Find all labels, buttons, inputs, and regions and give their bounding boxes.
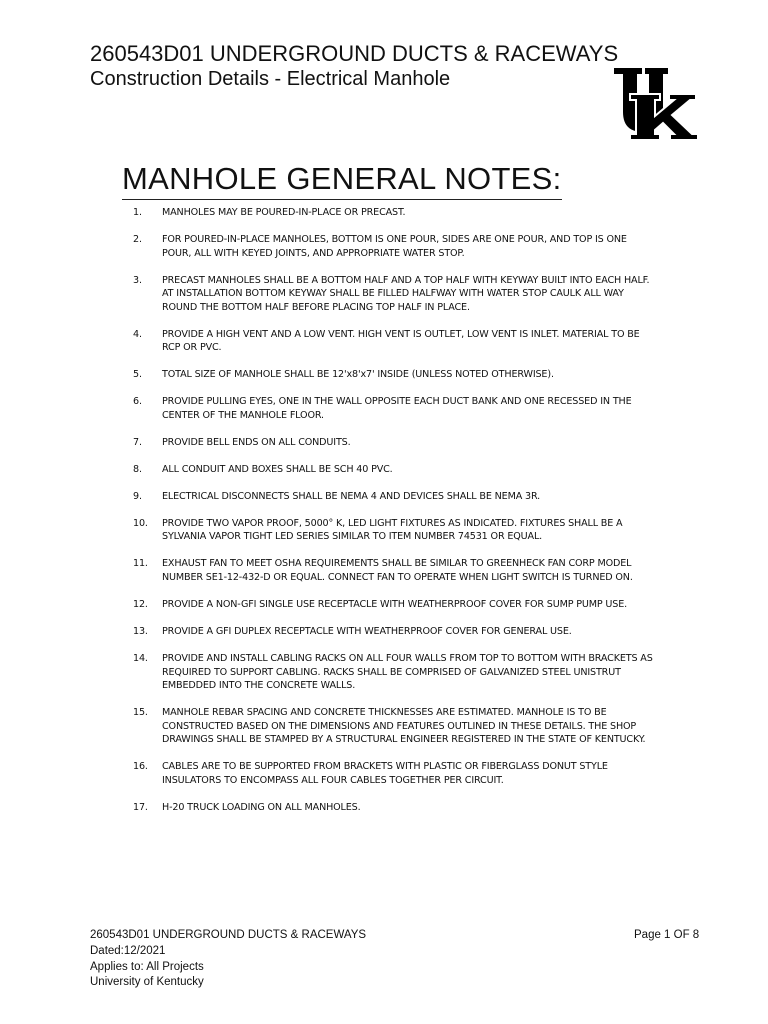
note-text: PROVIDE AND INSTALL CABLING RACKS ON ALL FOUR WALLS FROM TOP TO BOTTOM WITH BRACKETS AS REQUIRED TO SUPPORT CABLING. RACKS SHALL BE COMPRISED OF GALVANIZED STEEL UNISTRUT EMBEDDED INTO THE CONCRETE WALLS. bbox=[162, 652, 653, 692]
note-text: PRECAST MANHOLES SHALL BE A BOTTOM HALF AND A TOP HALF WITH KEYWAY BUILT INTO EACH HALF. AT INSTALLATION BOTTOM KEYWAY SHALL BE FILLED HALFWAY WITH WATER STOP CAULK ALL WAY ROUND THE BOTTOM HALF BEFORE PLACING TOP HALF IN PLACE. bbox=[162, 274, 650, 313]
note-item bbox=[133, 517, 653, 544]
document-footer bbox=[90, 928, 366, 991]
note-text: EXHAUST FAN TO MEET OSHA REQUIREMENTS SHALL BE SIMILAR TO GREENHECK FAN CORP MODEL NUMBER SE1-12-432-D OR EQUAL. CONNECT FAN TO OPERATE WHEN LIGHT SWITCH IS TURNED ON. bbox=[162, 558, 633, 583]
note-text: PROVIDE BELL ENDS ON ALL CONDUITS. bbox=[162, 436, 351, 448]
note-text: PROVIDE TWO VAPOR PROOF, 5000° K, LED LIGHT FIXTURES AS INDICATED. FIXTURES SHALL BE A SYLVANIA VAPOR TIGHT LED SERIES SIMILAR TO ITEM NUMBER 74531 OR EQUAL. bbox=[162, 517, 623, 543]
note-number: 9. bbox=[133, 490, 142, 502]
note-item bbox=[133, 395, 653, 422]
note-number: 12. bbox=[133, 598, 148, 610]
note-number: 10. bbox=[133, 517, 148, 529]
note-item bbox=[133, 368, 653, 382]
note-text: PROVIDE PULLING EYES, ONE IN THE WALL OPPOSITE EACH DUCT BANK AND ONE RECESSED IN THE CENTER OF THE MANHOLE FLOOR. bbox=[162, 396, 632, 421]
note-text: ALL CONDUIT AND BOXES SHALL BE SCH 40 PVC. bbox=[162, 463, 393, 475]
section-number-title: 260543D01 UNDERGROUND DUCTS & RACEWAYS bbox=[90, 41, 619, 66]
note-number: 1. bbox=[133, 207, 142, 218]
note-item bbox=[133, 801, 653, 815]
note-number: 3. bbox=[133, 274, 142, 286]
note-text: PROVIDE A GFI DUPLEX RECEPTACLE WITH WEATHERPROOF COVER FOR GENERAL USE. bbox=[162, 625, 572, 637]
note-item bbox=[133, 436, 653, 450]
note-text: ELECTRICAL DISCONNECTS SHALL BE NEMA 4 AND DEVICES SHALL BE NEMA 3R. bbox=[162, 490, 541, 502]
note-number: 8. bbox=[133, 463, 142, 475]
note-text: CABLES ARE TO BE SUPPORTED FROM BRACKETS WITH PLASTIC OR FIBERGLASS DONUT STYLE INSULATORS TO ENCOMPASS ALL FOUR CABLES TOGETHER PER CIRCUIT. bbox=[162, 761, 608, 786]
note-item bbox=[133, 652, 653, 693]
note-text: TOTAL SIZE OF MANHOLE SHALL BE 12'x8'x7' INSIDE (UNLESS NOTED OTHERWISE). bbox=[162, 369, 554, 381]
note-text: MANHOLE REBAR SPACING AND CONCRETE THICKNESSES ARE ESTIMATED. MANHOLE IS TO BE CONSTRUCTED BASED ON THE DIMENSIONS AND FEATURES OUTLINED IN THESE DETAILS. THE SHOP DRAWINGS SHALL BE STAMPED BY A STRUCTURAL ENGINEER REGISTERED IN THE STATE OF KENTUCKY. bbox=[162, 707, 646, 746]
footer-section-title: 260543D01 UNDERGROUND DUCTS & RACEWAYS bbox=[90, 929, 367, 941]
note-item bbox=[133, 490, 653, 504]
note-item bbox=[133, 233, 653, 260]
note-number: 16. bbox=[133, 761, 148, 773]
notes-heading: MANHOLE GENERAL NOTES: bbox=[122, 160, 562, 200]
note-text: FOR POURED-IN-PLACE MANHOLES, BOTTOM IS ONE POUR, SIDES ARE ONE POUR, AND TOP IS ONE POUR, ALL WITH KEYED JOINTS, AND APPROPRIATE WATER STOP. bbox=[162, 233, 627, 259]
document-header bbox=[90, 40, 619, 92]
footer-organization: University of Kentucky bbox=[90, 976, 204, 989]
note-text: PROVIDE A NON-GFI SINGLE USE RECEPTACLE WITH WEATHERPROOF COVER FOR SUMP PUMP USE. bbox=[162, 598, 628, 610]
note-number: 11. bbox=[133, 558, 148, 570]
note-number: 13. bbox=[133, 625, 148, 637]
footer-date: Dated:12/2021 bbox=[90, 944, 166, 957]
note-item bbox=[133, 274, 653, 315]
note-text: MANHOLES MAY BE POURED-IN-PLACE OR PRECAST. bbox=[162, 207, 406, 218]
document-subtitle: Construction Details - Electrical Manhole bbox=[90, 68, 451, 90]
note-item bbox=[133, 598, 653, 612]
note-item bbox=[133, 206, 653, 220]
note-number: 5. bbox=[133, 369, 142, 381]
note-number: 2. bbox=[133, 233, 142, 245]
note-number: 7. bbox=[133, 436, 142, 448]
note-number: 4. bbox=[133, 328, 142, 340]
note-text: H-20 TRUCK LOADING ON ALL MANHOLES. bbox=[162, 801, 361, 813]
note-item bbox=[133, 760, 653, 787]
note-item bbox=[133, 706, 653, 747]
note-item bbox=[133, 625, 653, 639]
note-number: 6. bbox=[133, 396, 142, 408]
uk-logo bbox=[612, 66, 702, 142]
note-item bbox=[133, 328, 653, 355]
note-item bbox=[133, 463, 653, 477]
notes-list bbox=[133, 206, 653, 828]
note-number: 15. bbox=[133, 707, 148, 719]
note-number: 17. bbox=[133, 801, 148, 813]
uk-logo-letter-k bbox=[630, 94, 698, 140]
note-text: PROVIDE A HIGH VENT AND A LOW VENT. HIGH VENT IS OUTLET, LOW VENT IS INLET. MATERIAL TO BE RCP OR PVC. bbox=[162, 328, 640, 354]
note-item bbox=[133, 557, 653, 584]
page-number: Page 1 OF 8 bbox=[634, 929, 700, 941]
note-number: 14. bbox=[133, 652, 148, 664]
footer-applies-to: Applies to: All Projects bbox=[90, 960, 204, 973]
